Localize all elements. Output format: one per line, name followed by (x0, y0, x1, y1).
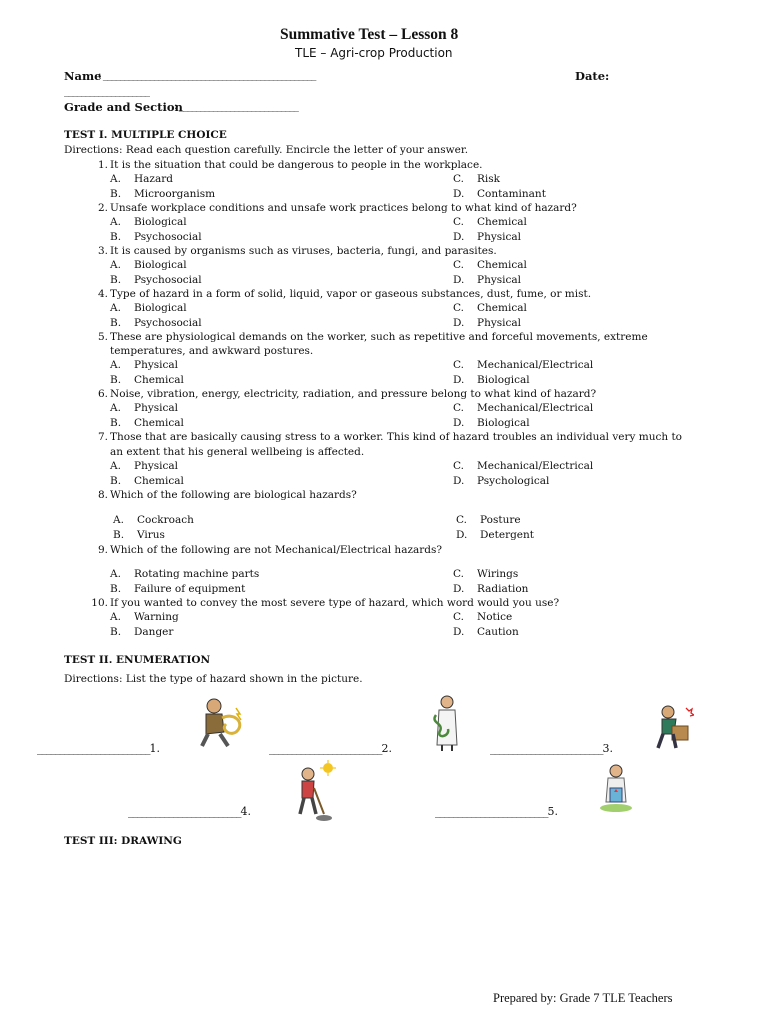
option-letter: C. (453, 216, 464, 228)
option-letter: C. (453, 359, 464, 371)
enumeration-number: 4. (240, 805, 251, 818)
option-text: Hazard (134, 173, 173, 185)
question-stem: Noise, vibration, energy, electricity, radiation, and pressure belong to what kind of hazard? (110, 388, 597, 400)
option-text: Failure of equipment (134, 583, 246, 595)
name-label: Name (64, 69, 102, 83)
option-text: Danger (134, 626, 174, 638)
answer-option-a[interactable] (113, 514, 194, 526)
question-text (86, 597, 559, 609)
question-text (86, 245, 497, 257)
question-stem: It is caused by organisms such as viruses, bacteria, fungi, and parasites. (110, 245, 497, 257)
prepared-by: Prepared by: Grade 7 TLE Teachers (493, 991, 673, 1005)
option-text: Caution (477, 626, 519, 638)
enumeration-blank[interactable]: _________________________ (435, 805, 548, 818)
answer-option-a[interactable] (110, 568, 259, 580)
option-text: Physical (477, 317, 522, 329)
lifting-box-picture (650, 704, 694, 750)
question-number: 4. (97, 288, 108, 300)
enumeration-item-4[interactable] (128, 805, 251, 818)
answer-option-c[interactable] (453, 359, 593, 371)
question-stem: Which of the following are not Mechanical/Electrical hazards? (110, 544, 443, 556)
option-letter: B. (110, 475, 122, 487)
option-text: Mechanical/Electrical (477, 460, 594, 472)
answer-option-c[interactable] (453, 259, 527, 271)
option-letter: A. (110, 611, 121, 623)
option-text: Rotating machine parts (134, 568, 260, 580)
enumeration-number: 5. (547, 805, 558, 818)
option-letter: B. (110, 374, 122, 386)
answer-option-d[interactable] (453, 417, 530, 429)
option-letter: B. (110, 188, 122, 200)
question-stem: Which of the following are biological hazards? (110, 489, 357, 501)
option-letter: B. (110, 417, 122, 429)
question-number: 2. (97, 202, 108, 214)
option-letter: D. (453, 626, 465, 638)
answer-option-b[interactable] (110, 417, 184, 429)
question-stem: It is the situation that could be dangerous to people in the workplace. (110, 159, 483, 171)
option-text: Notice (477, 611, 513, 623)
option-text: Chemical (134, 417, 184, 429)
option-text: Psychosocial (134, 231, 202, 243)
answer-option-a[interactable] (110, 259, 187, 271)
option-letter: A. (110, 302, 121, 314)
snake-handler-picture (430, 693, 464, 753)
option-text: Chemical (477, 302, 527, 314)
answer-option-c[interactable] (453, 568, 518, 580)
answer-option-d[interactable] (453, 374, 530, 386)
option-text: Psychosocial (134, 274, 202, 286)
option-letter: D. (453, 583, 465, 595)
enumeration-number: 1. (149, 742, 160, 755)
question-number: 5. (97, 331, 108, 343)
question-number: 9. (97, 544, 108, 556)
option-text: Biological (134, 259, 187, 271)
option-text: Posture (480, 514, 521, 526)
option-letter: C. (456, 514, 467, 526)
enumeration-blank[interactable]: _________________________ (128, 805, 241, 818)
test2-heading: TEST II. ENUMERATION (64, 654, 211, 666)
enumeration-number: 3. (602, 742, 613, 755)
answer-option-c[interactable] (453, 460, 593, 472)
answer-option-a[interactable] (110, 173, 173, 185)
option-letter: C. (453, 611, 464, 623)
option-letter: B. (113, 529, 125, 541)
option-text: Psychosocial (134, 317, 202, 329)
answer-option-c[interactable] (453, 402, 593, 414)
question-number: 8. (97, 489, 108, 501)
question-text (86, 544, 442, 556)
option-letter: D. (453, 274, 465, 286)
question-stem: If you wanted to convey the most severe type of hazard, which word would you use? (110, 597, 560, 609)
option-text: Wirings (477, 568, 519, 580)
question-number: 3. (97, 245, 108, 257)
answer-option-d[interactable] (453, 475, 549, 487)
answer-option-d[interactable] (456, 529, 534, 541)
answer-option-d[interactable] (453, 626, 519, 638)
question-text (86, 431, 682, 443)
answer-option-b[interactable] (110, 231, 202, 243)
answer-option-d[interactable] (453, 231, 521, 243)
question-stem-continued: an extent that his general wellbeing is affected. (110, 446, 365, 458)
answer-option-a[interactable] (110, 302, 187, 314)
question-stem: These are physiological demands on the worker, such as repetitive and forceful movements, extreme (110, 331, 648, 343)
enumeration-blank[interactable]: _________________________ (37, 742, 150, 755)
question-number: 1. (97, 159, 108, 171)
answer-option-b[interactable] (110, 317, 202, 329)
answer-option-b[interactable] (110, 188, 215, 200)
answer-option-c[interactable] (456, 514, 521, 526)
question-stem-continued: temperatures, and awkward postures. (110, 345, 314, 357)
page-title: Summative Test – Lesson 8 (280, 26, 459, 43)
answer-option-a[interactable] (110, 359, 178, 371)
answer-option-b[interactable] (110, 274, 202, 286)
answer-option-c[interactable] (453, 216, 527, 228)
question-number: 10. (91, 597, 108, 609)
date-label: Date: (575, 69, 610, 83)
option-letter: D. (453, 317, 465, 329)
answer-option-c[interactable] (453, 302, 527, 314)
option-letter: B. (110, 626, 122, 638)
option-letter: D. (453, 231, 465, 243)
option-letter: A. (110, 216, 121, 228)
enumeration-item-1[interactable] (37, 742, 160, 755)
option-text: Biological (477, 417, 530, 429)
option-letter: D. (453, 417, 465, 429)
question-number: 6. (97, 388, 108, 400)
enumeration-item-2[interactable] (269, 742, 392, 755)
option-text: Warning (134, 611, 179, 623)
option-letter: D. (453, 374, 465, 386)
answer-option-a[interactable] (110, 460, 178, 472)
date-blank[interactable]: ____________________ (64, 85, 149, 97)
digging-under-sun-picture (288, 760, 336, 824)
enumeration-blank[interactable]: _________________________ (269, 742, 382, 755)
enumeration-number: 2. (381, 742, 392, 755)
option-letter: A. (110, 460, 121, 472)
option-letter: B. (110, 583, 122, 595)
option-letter: A. (110, 359, 121, 371)
answer-option-b[interactable] (110, 583, 245, 595)
option-text: Chemical (477, 216, 527, 228)
test2-directions: Directions: List the type of hazard shown in the picture. (64, 673, 363, 685)
option-letter: C. (453, 460, 464, 472)
option-text: Biological (134, 216, 187, 228)
answer-option-c[interactable] (453, 173, 500, 185)
option-text: Microorganism (134, 188, 216, 200)
question-stem: Those that are basically causing stress to a worker. This kind of hazard troubles an individual very much to (110, 431, 682, 443)
option-text: Virus (137, 529, 165, 541)
answer-option-b[interactable] (113, 529, 165, 541)
question-text (86, 388, 596, 400)
option-text: Chemical (477, 259, 527, 271)
option-text: Physical (134, 359, 179, 371)
question-text (86, 489, 357, 501)
option-text: Physical (477, 274, 522, 286)
option-text: Physical (134, 460, 179, 472)
option-text: Risk (477, 173, 501, 185)
question-number: 7. (97, 431, 108, 443)
test1-directions: Directions: Read each question carefully. Encircle the letter of your answer. (64, 144, 469, 156)
option-letter: C. (453, 568, 464, 580)
option-text: Radiation (477, 583, 529, 595)
answer-option-c[interactable] (453, 611, 512, 623)
option-letter: D. (453, 188, 465, 200)
test3-heading: TEST III: DRAWING (64, 835, 182, 847)
option-text: Biological (477, 374, 530, 386)
answer-option-b[interactable] (110, 626, 173, 638)
option-text: Physical (477, 231, 522, 243)
question-stem: Type of hazard in a form of solid, liquid, vapor or gaseous substances, dust, fume, or mist. (110, 288, 592, 300)
answer-option-d[interactable] (453, 188, 546, 200)
answer-option-a[interactable] (110, 216, 187, 228)
option-text: Physical (134, 402, 179, 414)
name-blank[interactable]: : __________________________________________________ (98, 69, 316, 81)
option-text: Mechanical/Electrical (477, 402, 594, 414)
option-letter: C. (453, 173, 464, 185)
grade-section-label: Grade and Section (64, 100, 183, 114)
answer-option-b[interactable] (110, 475, 184, 487)
answer-option-b[interactable] (110, 374, 184, 386)
option-letter: D. (453, 475, 465, 487)
option-text: Psychological (477, 475, 550, 487)
option-letter: A. (110, 259, 121, 271)
option-letter: D. (456, 529, 468, 541)
test1-heading: TEST I. MULTIPLE CHOICE (64, 129, 227, 141)
grade-section-blank[interactable]: : ____________________________ (174, 100, 298, 112)
option-letter: C. (453, 259, 464, 271)
option-letter: A. (113, 514, 124, 526)
electrician-picture (192, 694, 252, 752)
option-letter: B. (110, 317, 122, 329)
option-letter: A. (110, 568, 121, 580)
question-text (86, 288, 591, 300)
question-stem: Unsafe workplace conditions and unsafe work practices belong to what kind of hazard? (110, 202, 577, 214)
question-text (86, 202, 577, 214)
option-text: Cockroach (137, 514, 194, 526)
option-text: Chemical (134, 475, 184, 487)
option-text: Mechanical/Electrical (477, 359, 594, 371)
option-text: Contaminant (477, 188, 546, 200)
option-letter: C. (453, 302, 464, 314)
question-text (86, 331, 648, 343)
enumeration-item-5[interactable] (435, 805, 558, 818)
question-text (86, 159, 483, 171)
answer-option-a[interactable] (110, 611, 179, 623)
option-letter: B. (110, 274, 122, 286)
page-subtitle: TLE – Agri-crop Production (295, 46, 453, 60)
chemical-spill-picture (596, 762, 636, 814)
enumeration-item-3[interactable] (490, 742, 613, 755)
option-text: Detergent (480, 529, 535, 541)
answer-option-a[interactable] (110, 402, 178, 414)
option-letter: A. (110, 173, 121, 185)
answer-option-d[interactable] (453, 317, 521, 329)
answer-option-d[interactable] (453, 583, 528, 595)
answer-option-d[interactable] (453, 274, 521, 286)
enumeration-blank[interactable]: _________________________ (490, 742, 603, 755)
option-letter: C. (453, 402, 464, 414)
option-text: Biological (134, 302, 187, 314)
option-letter: A. (110, 402, 121, 414)
option-letter: B. (110, 231, 122, 243)
option-text: Chemical (134, 374, 184, 386)
